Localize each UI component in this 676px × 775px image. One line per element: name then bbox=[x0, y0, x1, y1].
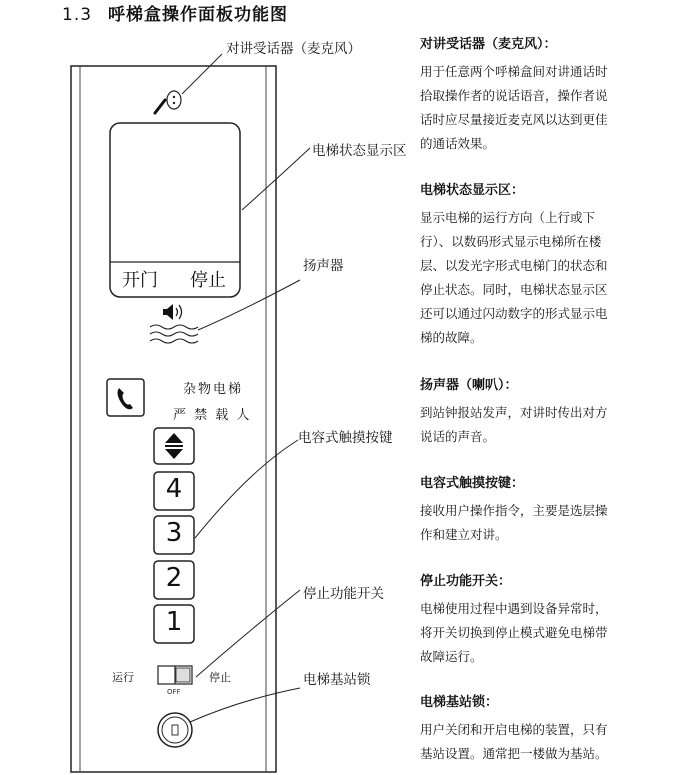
callout-stop-switch: 停止功能开关 bbox=[303, 586, 384, 602]
up-down-arrow-icon bbox=[165, 433, 183, 459]
desc-line: 电梯使用过程中遇到设备异常时， bbox=[420, 601, 608, 616]
floor-key-2[interactable]: 2 bbox=[165, 563, 183, 593]
speaker-grille-icon bbox=[150, 325, 198, 343]
desc-line: 显示电梯的运行方向（上行或下 bbox=[420, 210, 596, 225]
desc-line: 层、以发光字形式电梯门的状态和 bbox=[420, 258, 608, 273]
desc-line: 话时应尽量接近麦克风以达到更佳 bbox=[420, 112, 608, 127]
desc-line: 作和建立对讲。 bbox=[420, 527, 508, 542]
desc-line: 停止状态。同时，电梯状态显示区 bbox=[420, 282, 608, 297]
desc-line: 梯的故障。 bbox=[420, 330, 483, 345]
floor-key-3[interactable]: 3 bbox=[165, 518, 183, 548]
switch-off-label: OFF bbox=[167, 688, 181, 696]
desc-line: 还可以通过闪动数字的形式显示电 bbox=[420, 306, 608, 321]
microphone-icon bbox=[155, 91, 181, 113]
key-slot-icon bbox=[172, 725, 178, 735]
switch-stop-label: 停止 bbox=[209, 671, 231, 684]
desc-stop-switch bbox=[420, 570, 670, 669]
callout-intercom: 对讲受话器（麦克风） bbox=[226, 41, 361, 57]
desc-line: 将开关切换到停止模式避免电梯带 bbox=[420, 625, 608, 640]
display-open-label: 开门 bbox=[122, 270, 158, 291]
desc-intercom bbox=[420, 33, 670, 156]
speaker-icon bbox=[163, 304, 182, 320]
desc-heading: 扬声器（喇叭）： bbox=[420, 378, 518, 393]
floor-key-4[interactable]: 4 bbox=[165, 474, 183, 504]
section-number: 1.3 bbox=[62, 5, 93, 25]
callout-speaker: 扬声器 bbox=[303, 258, 344, 274]
desc-line: 基站设置。通常把一楼做为基站。 bbox=[420, 746, 608, 761]
base-lock bbox=[158, 713, 192, 747]
desc-heading: 停止功能开关： bbox=[420, 574, 512, 589]
switch-toggle bbox=[176, 668, 190, 682]
desc-base-lock bbox=[420, 691, 670, 766]
callout-display: 电梯状态显示区 bbox=[312, 143, 407, 159]
desc-line: 用于任意两个呼梯盒间对讲通话时 bbox=[420, 64, 608, 79]
section-title-text: 呼梯盒操作面板功能图 bbox=[108, 5, 289, 25]
desc-heading: 对讲受话器（麦克风）： bbox=[420, 37, 557, 52]
sign-line-2: 严 禁 载 人 bbox=[173, 408, 252, 423]
desc-line: 行）、以数码形式显示电梯所在楼 bbox=[420, 234, 602, 249]
desc-line: 故障运行。 bbox=[420, 649, 483, 664]
desc-line: 到站钟报站发声，对讲时传出对方 bbox=[420, 405, 608, 420]
desc-heading: 电容式触摸按键： bbox=[420, 476, 525, 491]
phone-icon bbox=[118, 388, 133, 409]
buttons-callout-line bbox=[195, 440, 298, 538]
sign-line-1: 杂物电梯 bbox=[183, 382, 244, 397]
callout-buttons: 电容式触摸按键 bbox=[298, 430, 393, 446]
desc-line: 接收用户操作指令，主要是选层操 bbox=[420, 503, 608, 518]
display-stop-label: 停止 bbox=[190, 270, 226, 291]
desc-line: 说话的声音。 bbox=[420, 429, 496, 444]
base-lock-callout-line bbox=[190, 688, 300, 722]
desc-speaker bbox=[420, 374, 670, 449]
desc-heading: 电梯基站锁： bbox=[420, 695, 499, 710]
callout-base-lock: 电梯基站锁 bbox=[303, 672, 371, 688]
floor-key-1[interactable]: 1 bbox=[165, 607, 183, 637]
desc-buttons bbox=[420, 472, 670, 547]
desc-line: 拾取操作者的说话语音，操作者说 bbox=[420, 88, 608, 103]
intercom-button bbox=[107, 379, 144, 416]
intercom-callout-line bbox=[182, 54, 222, 94]
switch-run-label: 运行 bbox=[112, 671, 134, 684]
desc-heading: 电梯状态显示区： bbox=[420, 183, 525, 198]
stop-switch-callout-line bbox=[196, 590, 300, 677]
desc-line: 用户关闭和开启电梯的装置，只有 bbox=[420, 722, 608, 737]
desc-display bbox=[420, 179, 670, 350]
desc-line: 的通话效果。 bbox=[420, 136, 496, 151]
